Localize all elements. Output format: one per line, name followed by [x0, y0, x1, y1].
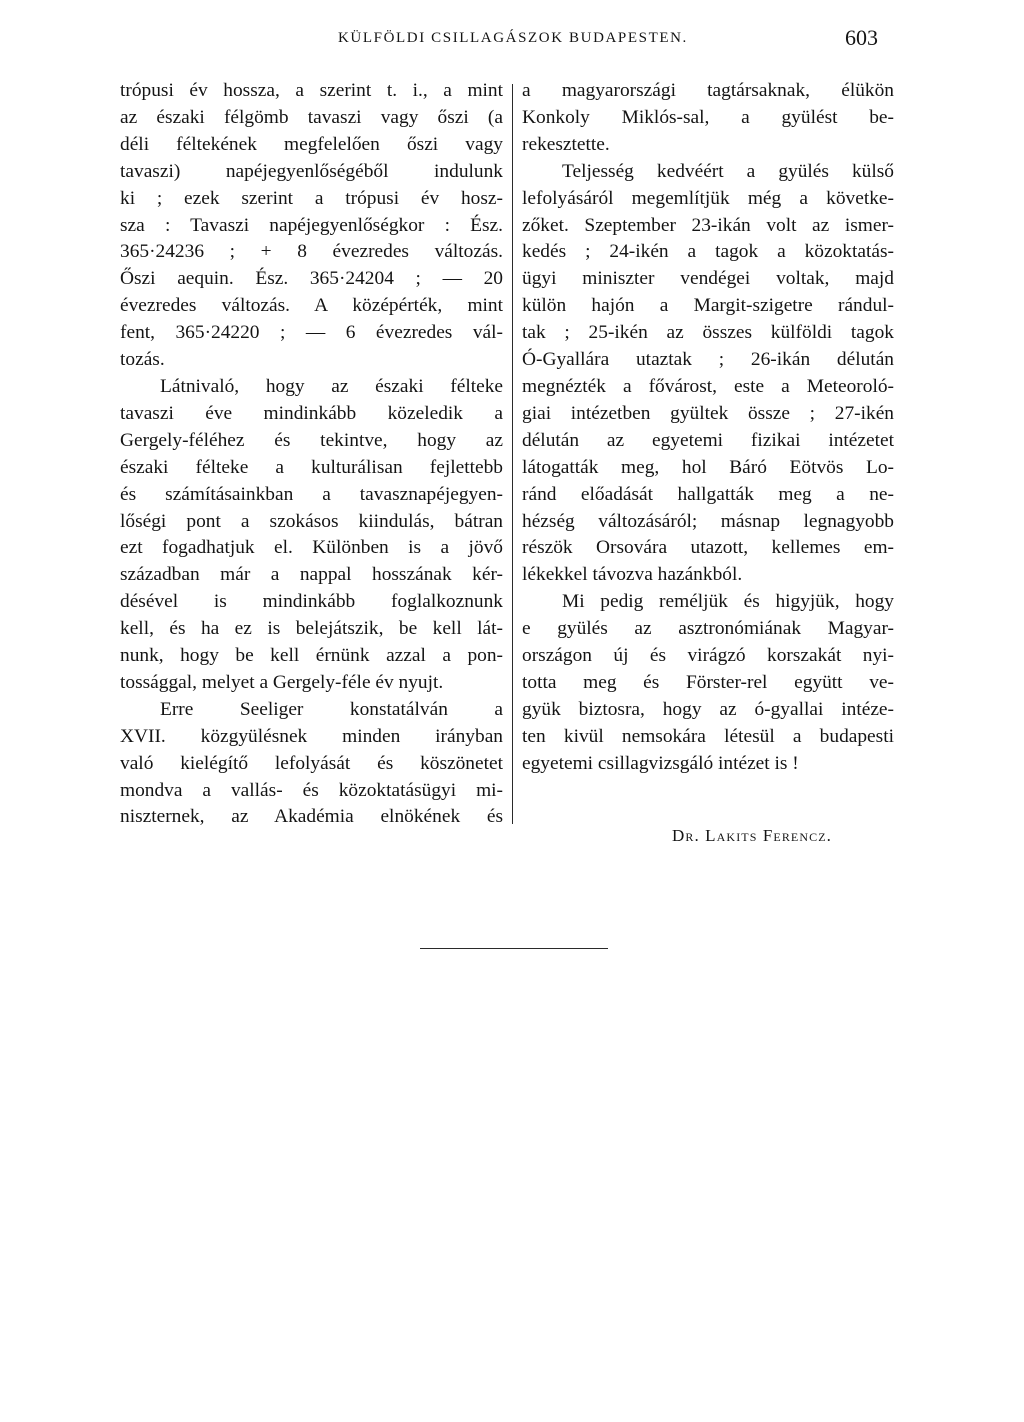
text-line: ki ; ezek szerint a trópusi év hosz- — [120, 187, 503, 209]
text-line: tak ; 25-ikén az összes külföldi tagok — [522, 322, 894, 344]
text-line: rekesztette. — [522, 133, 610, 155]
text-line: ránd előadását hallgatták meg a ne- — [522, 483, 894, 505]
text-line: tavaszi éve mindinkább közeledik a — [120, 402, 503, 424]
text-line: nunk, hogy be kell érnünk azzal a pon- — [120, 645, 503, 667]
text-line: déli féltekének megfelelően őszi vagy — [120, 133, 503, 155]
text-line: a magyarországi tagtársaknak, élükön — [522, 80, 894, 101]
text-line: trópusi év hossza, a szerint t. i., a mint — [120, 80, 503, 101]
text-line: Mi pedig reméljük és higyjük, hogy — [562, 591, 894, 613]
text-line: ezt fogadhatjuk el. Különben is a jövő — [120, 537, 503, 559]
text-line: totta meg és Förster-rel együtt ve- — [522, 671, 894, 693]
text-line: megnézték a fővárost, este a Meteoroló- — [522, 375, 894, 397]
text-line: egyetemi csillagvizsgáló intézet is ! — [522, 752, 799, 774]
text-line: külön hajón a Margit-szigetre rándul- — [522, 295, 894, 317]
page-header — [0, 24, 1024, 64]
text-line: való kielégítő lefolyását és köszönetet — [120, 752, 503, 774]
text-line: ügyi miniszter vendégei voltak, majd — [522, 268, 894, 290]
text-line: Erre Seeliger konstatálván a — [160, 698, 503, 720]
text-line: században már a nappal hosszának kér- — [120, 564, 503, 586]
text-line: Konkoly Miklós-sal, a gyülést be- — [522, 106, 894, 128]
text-line: lékekkel távozva hazánkból. — [522, 564, 743, 586]
text-line: mondva a vallás- és közoktatásügyi mi- — [120, 779, 503, 801]
text-line: kell, és ha ez is belejátszik, be kell lát- — [120, 618, 503, 640]
text-line: Ó-Gyallára utaztak ; 26-ikán délután — [522, 349, 894, 371]
text-line: hézség változásáról; másnap legnagyobb — [522, 510, 894, 532]
running-title: KÜLFÖLDI CSILLAGÁSZOK BUDAPESTEN. — [338, 30, 688, 46]
text-line: északi félteke a kulturálisan fejlettebb — [120, 456, 503, 478]
text-line: Őszi aequin. Ész. 365·24204 ; — 20 — [120, 268, 503, 290]
text-line: és számításainkban a tavasznapéjegyen- — [120, 483, 503, 505]
text-line: lefolyásáról megemlítjük még a követke- — [522, 187, 894, 209]
text-line: sza : Tavaszi napéjegyenlőségkor : Ész. — [120, 214, 503, 236]
page-number: 603 — [845, 25, 878, 50]
column-divider — [512, 84, 513, 824]
text-line: niszternek, az Akadémia elnökének és — [120, 806, 503, 828]
text-line: tozás. — [120, 349, 165, 371]
text-line: e gyülés az asztronómiának Magyar- — [522, 618, 894, 640]
author-signature: Dr. Lakits Ferencz. — [672, 826, 833, 845]
right-column — [522, 78, 894, 778]
text-line: délután az egyetemi fizikai intézetet — [522, 429, 894, 451]
text-line: lőségi pont a szokásos kiindulás, bátran — [120, 510, 503, 532]
end-rule — [420, 948, 608, 949]
text-line: tossággal, melyet a Gergely-féle év nyujt. — [120, 671, 444, 693]
text-line: az északi félgömb tavaszi vagy őszi (a — [120, 106, 503, 128]
text-line: részök Orsovára utazott, kellemes em- — [522, 537, 894, 559]
text-line: látogatták meg, hol Báró Eötvös Lo- — [522, 456, 894, 478]
text-line: országon új és virágzó korszakát nyi- — [522, 645, 894, 667]
text-line: kedés ; 24-ikén a tagok a közoktatás- — [522, 241, 894, 263]
text-line: Teljesség kedvéért a gyülés külső — [562, 160, 894, 182]
text-line: gyük biztosra, hogy az ó-gyallai intéze- — [522, 698, 894, 720]
text-line: évezredes változás. A középérték, mint — [120, 295, 503, 317]
text-line: tavaszi) napéjegyenlőségéből indulunk — [120, 160, 503, 182]
text-line: ten kivül nemsokára létesül a budapesti — [522, 725, 894, 747]
text-line: Látnivaló, hogy az északi félteke — [160, 375, 503, 397]
text-line: désével is mindinkább foglalkoznunk — [120, 591, 503, 613]
text-line: 365·24236 ; + 8 évezredes változás. — [120, 241, 503, 263]
text-line: XVII. közgyülésnek minden irányban — [120, 725, 503, 747]
text-line: Gergely-féléhez és tekintve, hogy az — [120, 429, 503, 451]
text-line: giai intézetben gyültek össze ; 27-ikén — [522, 402, 894, 424]
text-line: zőket. Szeptember 23-ikán volt az ismer- — [522, 214, 894, 236]
left-column — [120, 78, 503, 831]
text-line: fent, 365·24220 ; — 6 évezredes vál- — [120, 322, 503, 344]
